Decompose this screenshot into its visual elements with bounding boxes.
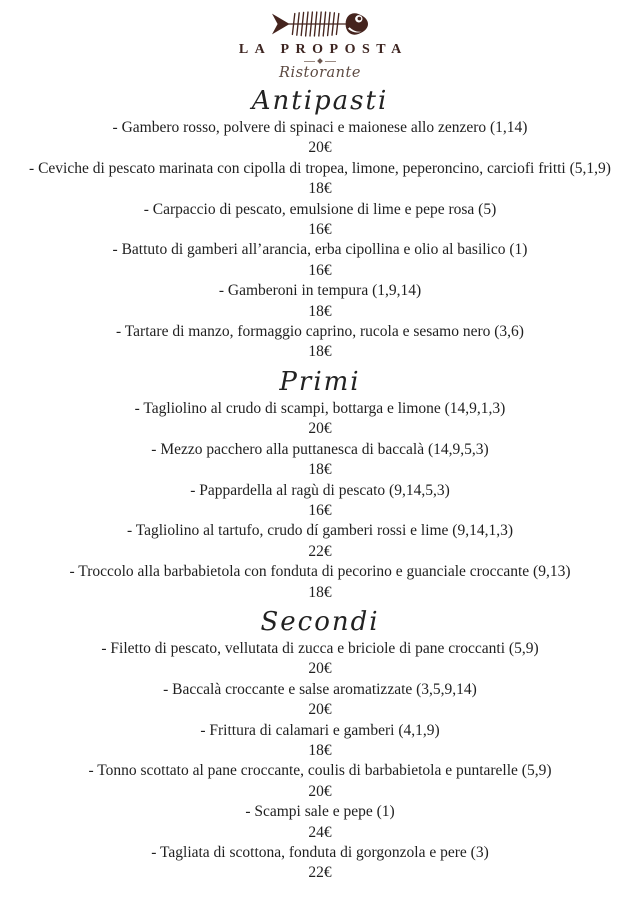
menu-item-price: 18€ (308, 583, 332, 601)
menu-item (0, 721, 640, 762)
menu-item (0, 399, 640, 440)
menu-item-price: 16€ (308, 501, 332, 519)
menu-item (0, 521, 640, 562)
menu-item-price: 16€ (308, 221, 332, 239)
section-primi (0, 367, 640, 603)
menu-item-name: - Carpaccio di pescato, emulsione di lime e pepe rosa (5) (143, 200, 497, 218)
menu-item-name: - Gamberoni in tempura (1,9,14) (218, 282, 422, 300)
menu-item-name: - Mezzo pacchero alla puttanesca di baccalà (14,9,5,3) (151, 440, 489, 458)
menu-item-price: 20€ (308, 701, 332, 719)
menu-item-name: - Tagliata di scottona, fonduta di gorgonzola e pere (3) (151, 844, 489, 861)
menu-item-price: 24€ (308, 823, 332, 841)
menu-item-name: - Tartare di manzo, formaggio caprino, rucola e sesamo nero (3,6) (116, 323, 524, 341)
menu-item-price: 18€ (308, 302, 332, 320)
menu-item-name: - Tonno scottato al pane croccante, coulis di barbabietola e puntarelle (5,9) (88, 762, 552, 780)
menu-item-price: 20€ (308, 420, 332, 438)
section-title: Antipasti (251, 86, 389, 116)
restaurant-name: LA PROPOSTA (238, 42, 408, 57)
menu-item-name: - Tagliolino al crudo di scampi, bottarga e limone (14,9,1,3) (134, 399, 506, 417)
menu-item-name: - Ceviche di pescato marinata con cipolla di tropea, limone, peperoncino, carciofi fritti (5,1,9) (29, 159, 611, 177)
section-antipasti (0, 86, 640, 363)
menu-item-price: 22€ (308, 542, 332, 560)
menu-item (0, 843, 640, 884)
menu-item (0, 481, 640, 522)
section-secondi (0, 607, 640, 884)
menu-item (0, 118, 640, 159)
menu-item-name: - Baccalà croccante e salse aromatizzate (3,5,9,14) (163, 680, 477, 698)
menu-item (0, 281, 640, 322)
menu-item (0, 240, 640, 281)
menu-item (0, 680, 640, 721)
menu-item-price: 18€ (308, 343, 332, 361)
restaurant-subtitle: Ristorante (279, 65, 361, 81)
menu-item-name: - Troccolo alla barbabietola con fonduta di pecorino e guanciale croccante (9,13) (69, 563, 571, 581)
menu-item (0, 761, 640, 802)
menu-item (0, 639, 640, 680)
menu-item-price: 22€ (308, 864, 332, 882)
menu-item-name: - Filetto di pescato, vellutata di zucca e briciole di pane croccanti (5,9) (101, 639, 539, 657)
divider-ornament-icon (0, 58, 640, 64)
fish-skeleton-icon (257, 8, 383, 40)
menu-item-price: 18€ (308, 180, 332, 198)
fish-bones-group (286, 12, 347, 36)
menu-item-price: 16€ (308, 261, 332, 279)
menu-item-name: - Battuto di gamberi all’arancia, erba cipollina e olio al basilico (1) (112, 241, 528, 259)
menu-item-price: 18€ (308, 741, 332, 759)
menu-item-price: 20€ (308, 782, 332, 800)
menu-item-price: 20€ (308, 660, 332, 678)
menu-item-name: - Gambero rosso, polvere di spinaci e maionese allo zenzero (1,14) (112, 119, 528, 136)
section-title: Primi (279, 366, 361, 397)
menu-item (0, 322, 640, 363)
menu-item-name: - Frittura di calamari e gamberi (4,1,9) (200, 721, 440, 739)
menu-item (0, 159, 640, 200)
menu-item-name: - Tagliolino al tartufo, crudo dí gamberi rossi e lime (9,14,1,3) (126, 522, 514, 540)
restaurant-logo (0, 8, 640, 40)
section-title: Secondi (260, 606, 380, 637)
menu-item-name: - Pappardella al ragù di pescato (9,14,5,3) (190, 481, 450, 499)
menu-item (0, 440, 640, 481)
menu-item (0, 200, 640, 241)
menu-item-price: 18€ (308, 461, 332, 479)
menu-item (0, 802, 640, 843)
menu-item-name: - Scampi sale e pepe (1) (245, 803, 395, 821)
menu-item-price: 20€ (308, 139, 332, 157)
menu-item (0, 562, 640, 603)
